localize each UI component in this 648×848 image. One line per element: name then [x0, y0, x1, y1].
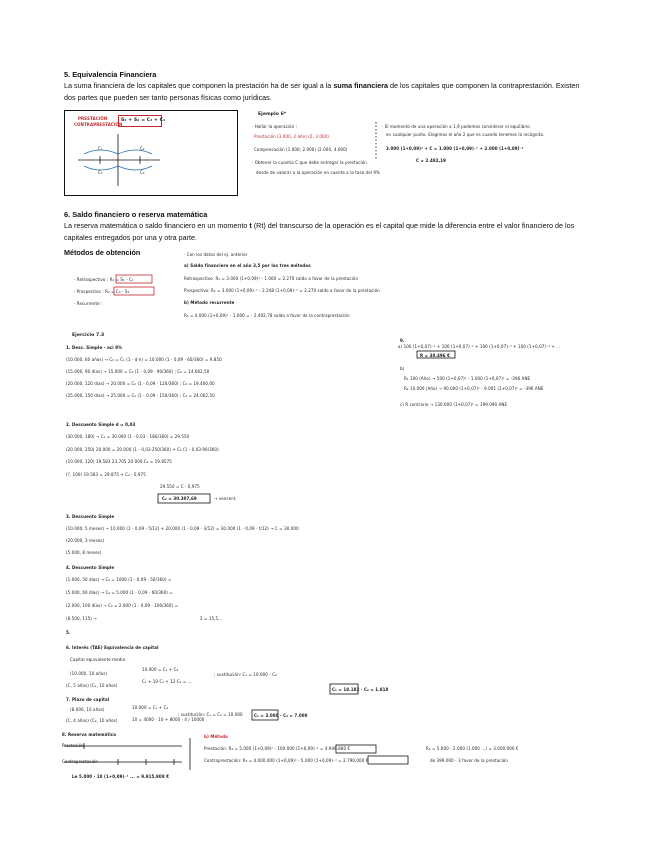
ej73-r19: (10.000, 10 años) — [70, 671, 108, 676]
ej73-r43: R₂ 10.000 (Año) → 90.000 (1+0,07)¹ - 9.001 (1+0,07)² = -396 ANE — [404, 386, 544, 391]
ej73-r41: b) — [400, 366, 405, 371]
ej73-r20: (C, 5 años) (C₁, 10 años) — [66, 683, 118, 688]
ej73-r38: de 399.000 - 3 favor de la prestación — [430, 758, 508, 763]
ej73-r36: Contraprestación: R₂ = 4.000.000 (1+0,09)² - 5.000 (1+0,09)⁻¹ = 2.790.000 € — [204, 758, 369, 763]
ej73-s8: 8. Reserva matemática — [62, 732, 117, 737]
para-bold: t — [249, 221, 252, 230]
ej73-r31: Prestación — [62, 743, 84, 748]
ej73-q9: 9. — [400, 338, 405, 343]
method-note-3: Retrospectivo: R₂ = 3.000 (1+0,09)¹ - 1.000 = 2.270 saldo a favor de la prestación — [184, 276, 359, 281]
ej73-r15: (5.000, 60 días) → C₀ = 5.000 (1 - 0,09 · 60/360) = — [66, 590, 173, 595]
diagram-c2: C₂ — [140, 146, 145, 151]
method-prospectivo: · Prospectivo : R₂ = C₃ - S₄ — [74, 289, 130, 294]
ej73-r27: 10.000 = C₁ + C₂ — [132, 705, 169, 710]
ej73-r9: 29.550 = C · 0,975 — [160, 484, 200, 489]
ej73-r25: (8.000, 10 años) — [70, 707, 105, 712]
ej73-r13: (5.000, 8 meses) — [66, 550, 102, 555]
ej73-r30: C₁ = 3.000 · C₂ = 7.000 — [254, 713, 308, 718]
ej73-r14: (1.000, 50 días) → C₀ = 1000 (1 - 0,09 · 50/360) = — [66, 577, 172, 582]
ej73-r18: Capital equivalente medio — [70, 657, 126, 662]
diagram-label-contraprestacion: CONTRAPRESTACIÓN — [74, 122, 123, 127]
ej73-r34: b) Método — [204, 734, 228, 739]
ej73-r21: 10.000 = C₁ + C₂ — [142, 667, 179, 672]
ej73-r8: (?, 100) 19.583 = 29.875 + C₂ · 0,975 — [66, 472, 146, 477]
ej73-s1: 1. Desc. Simple - aci 9% — [66, 345, 123, 350]
method-note-4: Prospectivo: R₂ = 3.000 (1+0,09)⁻¹ - 2.248 (1+0,09)⁻² = 2.270 saldo a favor de la prestación — [184, 288, 380, 293]
method-note-5: b) Método recurrente — [184, 300, 235, 305]
right-note-1: · El momento de una operación a 1,9 podemos considerar el equilibrio — [382, 124, 530, 129]
ej73-r12: (20.000, 3 meses) — [66, 538, 105, 543]
ej73-r4: (25.000, 150 días) → 25.000 = C₀ (1 - 0,09 · 150/360) ; C₀ = 24.062,50 — [66, 393, 215, 398]
ej73-r2: (15.000, 90 días) → 15.000 = C₀ (1 - 0,09 · 90/360) ; C₀ = 14.662,50 — [66, 369, 210, 374]
method-retrospectivo: · Retrospectivo : R₂ = S₁ - C₁ — [74, 277, 134, 282]
method-note-2: a) Saldo financiero en el año 3,5 por los tres métodos — [184, 263, 311, 268]
ej73-title: Ejercicio 7.3 — [72, 333, 105, 338]
ej73-r10b: → vencerá — [214, 496, 236, 501]
ej73-r37: R₄ = 5.000 - 2.000 (1.000 ...) = 3.000.000 € — [426, 746, 519, 751]
ej73-r28: 10 = 4000 · 10 + 8000 · 4 / 10000 — [132, 717, 205, 722]
right-note-3: 3.000 (1+0,09)² + C = 1.000 (1+0,09)⁻¹ + 2.000 (1+0,09)⁻² — [386, 146, 524, 151]
para-bold: suma financiera — [333, 81, 389, 90]
ej73-r40: R = 30.496 € — [420, 353, 451, 358]
ej73-s5: 5. — [66, 630, 71, 635]
ej73-r1: (10.000, 60 años) → C₀ = C₁ (1 - d·n) = 10.000 (1 - 0,09 · 60/360) = 9.850 — [66, 357, 222, 362]
ej73-r5: (30.000, 180) → C₁ = 30.000 (1 - 0,03 · 180/360) = 29.550 — [66, 434, 190, 439]
ejemplo-title: Ejemplo 6* — [258, 112, 287, 117]
para-text-1: La reserva matemática o saldo financiero en un momento — [64, 221, 250, 230]
ej73-r42: R₁ 100 (Año) → 500 (1+0,07)¹ - 1.000 (1+0,07)² = -396 ANE — [404, 376, 531, 381]
ej73-r29: ; sustitución: C₁ = C₂ = 10.000 — [178, 712, 243, 717]
ejemplo-line-4: · Obtener la cuantía C que debe entregar la prestación — [252, 160, 367, 165]
ej73-r26: (C, 4 años) (C₂, 10 años) — [66, 718, 118, 723]
diagram-formula: S₁ + S₂ = C₃ + C₄ — [121, 118, 166, 123]
ej73-s7: 7. Plazo de capital — [66, 697, 110, 702]
right-note-4: C = 2.482,19 — [416, 158, 447, 163]
section-6-paragraph — [64, 220, 584, 244]
section-5-heading: 5. Equivalencia Financiera — [64, 70, 157, 79]
methods-title: Métodos de obtención — [64, 248, 141, 257]
ej73-r24: C₁ = 18.182 · C₂ = 1.818 — [332, 687, 389, 692]
diagram-label-prestacion: PRESTACIÓN — [78, 116, 108, 121]
diagram-c4: C₄ — [140, 170, 145, 175]
ej73-r17: (8.500, 115) → — [66, 616, 97, 621]
ej73-r11: (10.000, 5 meses) → 10.000 (1 - 0,09 · 5/12) + 20.000 (1 - 0,09 · 3/12) = 30.000 (1 - 0,09 · t/12) → C = 30.000 — [66, 526, 299, 531]
ejemplo-line-3: Compensación (1.000; 2.000) (2.000, 4.000) — [254, 147, 348, 152]
ej73-r16: (2.000, 100 días) → C₀ = 2.000 (1 - 0,09 · 100/360) = — [66, 603, 179, 608]
ej73-r35: Prestación: R₂ = 5.000 (1+0,09)² - 100.000 (1+0,09)⁻² = 4.946.880 € — [204, 746, 351, 751]
ej73-r23: ; sustitución: C₁ = 10.000 - C₂ — [214, 672, 277, 677]
section-6-heading: 6. Saldo financiero o reserva matemática — [64, 210, 208, 219]
para-text-2: de los capitales que componen la contraprestación. Existen dos partes que pueden ser tanto personas físicas como jurídicas. — [64, 81, 580, 102]
ej73-r44: c) R contrario → 130.000 (1+0,07)¹ = 199.090 ANE — [400, 402, 508, 407]
ej73-r39: a) 100 (1+0,07)⁻¹ + 100 (1+0,07)⁻² + 100 (1+0,07)⁻³ + 100 (1+0,07)⁻⁴ + ... — [398, 344, 561, 349]
diagram-c3: C₃ — [98, 170, 103, 175]
ej73-r32: Contraprestación — [62, 759, 98, 764]
diagram-c1: C₁ — [98, 146, 103, 151]
method-note-6: R₃ = 4.000 (1+0,09)¹ - 1.000 = - 2.492,78 saldo a favor de la contraprestación — [184, 313, 350, 318]
ejemplo-line-2: Prestación (3.000, 2 año) (2, 3.000) — [254, 134, 329, 139]
ej73-r3: (20.000, 120 días) → 20.000 = C₀ (1 - 0,09 · 120/360) ; C₀ = 19.400,00 — [66, 381, 215, 386]
ej73-s2: 2. Descuento Simple d = 0,03 — [66, 422, 136, 427]
ejemplo-line-5: desde de valorar a la operación en cuenta a la tasa del 9% — [256, 170, 380, 175]
ej73-r33: Le 5.000 · 10 (1+0,09)⁻³ ... = 9.915,908 € — [72, 774, 170, 779]
ej73-r17b: Σ = 15,5... — [200, 616, 223, 621]
method-note-1: · Con los datos del ej. anterior — [184, 252, 248, 257]
right-note-2: en cualquier punto. Elegimos el año 2 que es cuando tenemos la incógnita. — [386, 132, 545, 137]
ej73-r6: (20.000, 250) 20.000 = 20.000 (1 - 0,03·250/360) + C₂ (1 - 0,03·90/360) — [66, 447, 219, 452]
method-recurrente: · Recurrente : — [74, 301, 103, 306]
ej73-r22: C₁ + 10·C₁ + 12·C₂ = ... — [142, 679, 192, 684]
ejemplo-line-1: · Hallar la operación : — [252, 124, 298, 129]
ej73-s4: 4. Descuento Simple — [66, 565, 115, 570]
para-text-2: (Rt) del transcurso de la operación es el capital que mide la diferencia entre el valor financiero de los capitales entregados por una y otra parte. — [64, 221, 575, 242]
para-text-1: La suma financiera de los capitales que componen la prestación ha de ser igual a la — [64, 81, 334, 90]
ej73-s6: 6. Interés (TAE) Equivalencia de capital — [66, 645, 159, 650]
ej73-r10: C₂ = 30.307,69 — [162, 496, 197, 501]
ej73-s3: 3. Descuento Simple — [66, 514, 115, 519]
ej73-r7: (10.000, 120) 19.583 23.705 20.000 C₂ = 19.8575 — [66, 459, 172, 464]
